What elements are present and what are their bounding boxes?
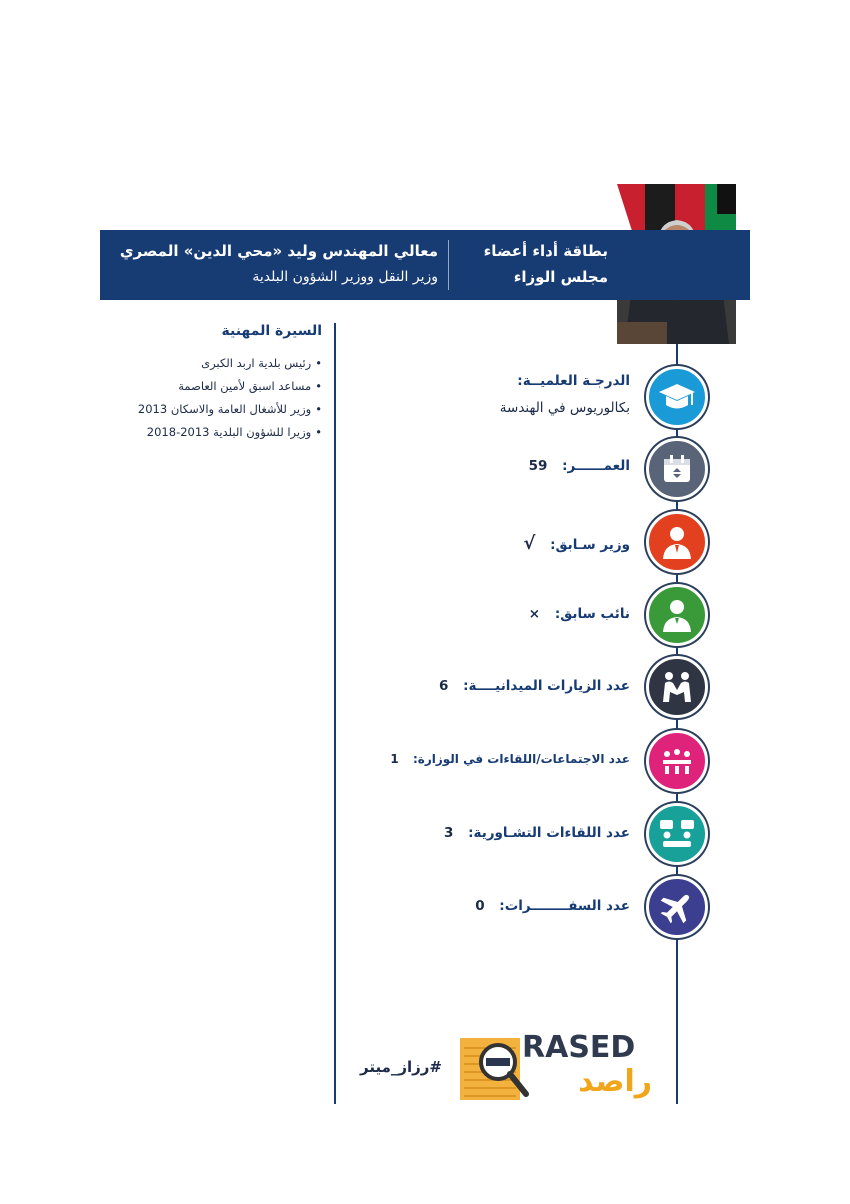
consult-meetings-label: عدد اللقاءات التشـاورية: bbox=[468, 825, 630, 841]
career-item: • وزير للأشغال العامة والاسكان 2013 bbox=[100, 398, 322, 421]
trips-label: عدد السفــــــــرات: bbox=[499, 898, 630, 914]
career-title: السيرة المهنية bbox=[221, 323, 322, 339]
former-deputy-label: نائب سابق: bbox=[554, 606, 630, 622]
age-row bbox=[290, 458, 630, 474]
ministry-meetings-row bbox=[290, 752, 630, 766]
airplane-icon bbox=[646, 876, 708, 938]
minister-position: وزير النقل ووزير الشؤون البلدية bbox=[252, 269, 438, 285]
career-divider-line bbox=[334, 323, 336, 1104]
logo-text-ar: راصد bbox=[578, 1064, 652, 1099]
ministry-meetings-value: 1 bbox=[390, 752, 399, 766]
degree-label: الدرجـة العلميــة: bbox=[517, 373, 630, 389]
card-title bbox=[460, 238, 608, 290]
field-visits-row bbox=[290, 678, 630, 694]
consult-meetings-row bbox=[290, 825, 630, 841]
header-band bbox=[100, 230, 750, 300]
minister-heading bbox=[118, 238, 438, 290]
degree-value: بكالوريوس في الهندسة bbox=[499, 400, 630, 416]
person-icon bbox=[646, 584, 708, 646]
meeting-table-icon bbox=[646, 730, 708, 792]
card-title-line2: مجلس الوزاء bbox=[513, 268, 608, 286]
hashtag: #رزاز_ميتر bbox=[360, 1058, 442, 1076]
trips-value: 0 bbox=[475, 898, 485, 914]
career-item: • وزيرا للشؤون البلدية 2013-2018 bbox=[100, 421, 322, 444]
former-deputy-value: × bbox=[528, 606, 541, 622]
former-deputy-row bbox=[290, 606, 630, 622]
career-list bbox=[100, 352, 322, 444]
handshake-icon bbox=[646, 656, 708, 718]
card-title-line1: بطاقة أداء أعضاء bbox=[483, 242, 608, 260]
graduation-cap-icon bbox=[646, 366, 708, 428]
career-item: • مساعد اسبق لأمين العاصمة bbox=[100, 375, 322, 398]
businessman-icon bbox=[646, 511, 708, 573]
header-divider bbox=[448, 240, 449, 290]
ministry-meetings-label: عدد الاجتماعات/اللقاءات في الوزارة: bbox=[412, 752, 630, 766]
trips-row bbox=[290, 898, 630, 914]
age-value: 59 bbox=[528, 458, 548, 474]
former-minister-value: √ bbox=[523, 533, 536, 554]
field-visits-value: 6 bbox=[439, 678, 449, 694]
career-item: • رئيس بلدية اربد الكبرى bbox=[100, 352, 322, 375]
career-section bbox=[100, 323, 322, 444]
minister-name: معالي المهندس وليد «محي الدين» المصري bbox=[119, 242, 438, 260]
former-minister-label: وزير سـابق: bbox=[550, 537, 630, 553]
age-label: العمــــــر: bbox=[562, 458, 630, 474]
calendar-icon bbox=[646, 438, 708, 500]
field-visits-label: عدد الزيارات الميدانيــــة: bbox=[463, 678, 630, 694]
discussion-icon bbox=[646, 803, 708, 865]
logo-text-en: RASED bbox=[522, 1030, 636, 1065]
consult-meetings-value: 3 bbox=[444, 825, 454, 841]
former-minister-row bbox=[290, 533, 630, 554]
